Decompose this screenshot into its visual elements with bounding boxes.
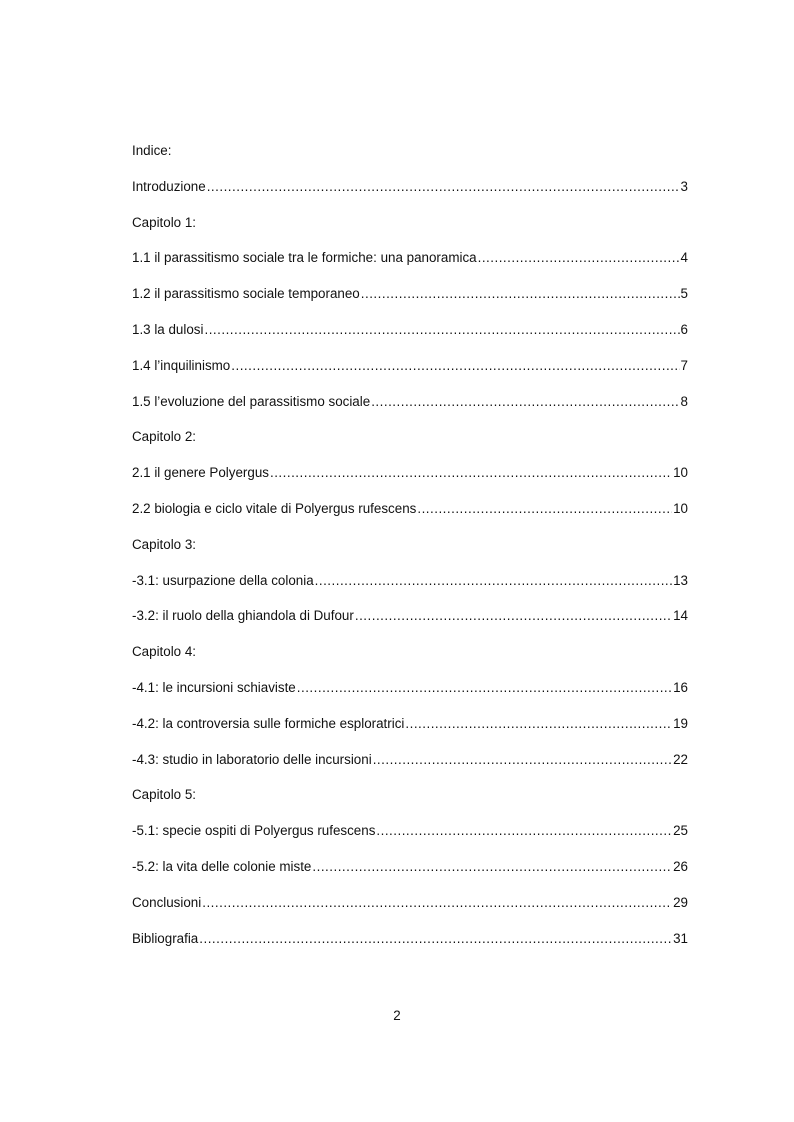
dot-leader	[478, 248, 680, 268]
toc-entry	[132, 356, 688, 392]
dot-leader	[371, 392, 679, 412]
dot-leader	[355, 606, 672, 626]
dot-leader	[199, 929, 672, 949]
dot-leader	[373, 750, 672, 770]
toc-entry	[132, 678, 688, 714]
chapter-heading: Capitolo 4:	[132, 644, 197, 660]
toc-entry-page: 13	[673, 572, 688, 588]
toc-entry-page: 22	[673, 751, 688, 767]
toc-entry-title: -4.1: le incursioni schiaviste	[132, 679, 296, 695]
dot-leader	[270, 463, 672, 483]
toc-entry-page: 10	[673, 500, 688, 516]
toc-entry-title: Conclusioni	[132, 894, 202, 910]
toc-entry-page: 31	[673, 930, 688, 946]
dot-leader	[361, 284, 680, 304]
toc-entry-title: 1.1 il parassitismo sociale tra le formiche: una panoramica	[132, 250, 477, 266]
toc-entry-page: 4	[680, 250, 688, 266]
page-number: 2	[393, 1008, 401, 1023]
toc-entry-page: 29	[673, 894, 688, 910]
toc-entry	[132, 606, 688, 642]
toc-entry-title: Bibliografia	[132, 930, 199, 946]
toc-entry-page: 16	[673, 679, 688, 695]
dot-leader	[297, 678, 672, 698]
dot-leader	[207, 177, 680, 197]
toc-entry	[132, 177, 688, 213]
toc-entry-title: -5.2: la vita delle colonie miste	[132, 858, 312, 874]
toc-entry-page: 25	[673, 823, 688, 839]
toc-entry	[132, 750, 688, 786]
chapter-heading: Capitolo 5:	[132, 787, 197, 803]
toc-entry-page: 8	[680, 393, 688, 409]
toc-entry-page: 19	[673, 715, 688, 731]
toc-entry-title: -5.1: specie ospiti di Polyergus rufescens	[132, 823, 376, 839]
toc-entry-title: Introduzione	[132, 178, 206, 194]
toc-entry	[132, 571, 688, 607]
toc-entry	[132, 857, 688, 893]
toc-entry-title: -3.2: il ruolo della ghiandola di Dufour	[132, 608, 354, 624]
toc-entry-page: 14	[673, 608, 688, 624]
toc-entry-title: 2.2 biologia e ciclo vitale di Polyergus rufescens	[132, 500, 417, 516]
toc-entry-title: -4.2: la controversia sulle formiche esploratrici	[132, 715, 405, 731]
dot-leader	[202, 893, 672, 913]
toc-entry-title: 2.1 il genere Polyergus	[132, 465, 269, 481]
toc-entry-page: 6	[680, 321, 688, 337]
chapter-heading: Capitolo 3:	[132, 536, 197, 552]
dot-leader	[204, 320, 679, 340]
toc-entry	[132, 499, 688, 535]
table-of-contents	[132, 141, 688, 964]
dot-leader	[376, 821, 672, 841]
toc-entry	[132, 929, 688, 965]
toc-entry-page: 3	[680, 178, 688, 194]
chapter-heading: Capitolo 2:	[132, 429, 197, 445]
toc-entry	[132, 284, 688, 320]
toc-entry-title: 1.4 l’inquilinismo	[132, 357, 231, 373]
toc-entry-page: 5	[680, 286, 688, 302]
toc-entry-page: 10	[673, 465, 688, 481]
dot-leader	[231, 356, 679, 376]
toc-entry-title: 1.2 il parassitismo sociale temporaneo	[132, 286, 360, 302]
dot-leader	[417, 499, 672, 519]
dot-leader	[405, 714, 672, 734]
toc-entry-title: 1.5 l’evoluzione del parassitismo sociale	[132, 393, 371, 409]
toc-entry-title: -4.3: studio in laboratorio delle incursioni	[132, 751, 372, 767]
toc-entry-title: -3.1: usurpazione della colonia	[132, 572, 314, 588]
toc-entry	[132, 320, 688, 356]
toc-entry	[132, 248, 688, 284]
toc-entry	[132, 821, 688, 857]
toc-entry	[132, 893, 688, 929]
dot-leader	[312, 857, 672, 877]
chapter-heading: Capitolo 1:	[132, 214, 197, 230]
toc-entry-title: 1.3 la dulosi	[132, 321, 204, 337]
toc-entry-page: 26	[673, 858, 688, 874]
toc-heading: Indice:	[132, 143, 172, 158]
toc-entry	[132, 463, 688, 499]
toc-entry	[132, 392, 688, 428]
toc-entry	[132, 714, 688, 750]
dot-leader	[315, 571, 672, 591]
toc-entry-page: 7	[680, 357, 688, 373]
